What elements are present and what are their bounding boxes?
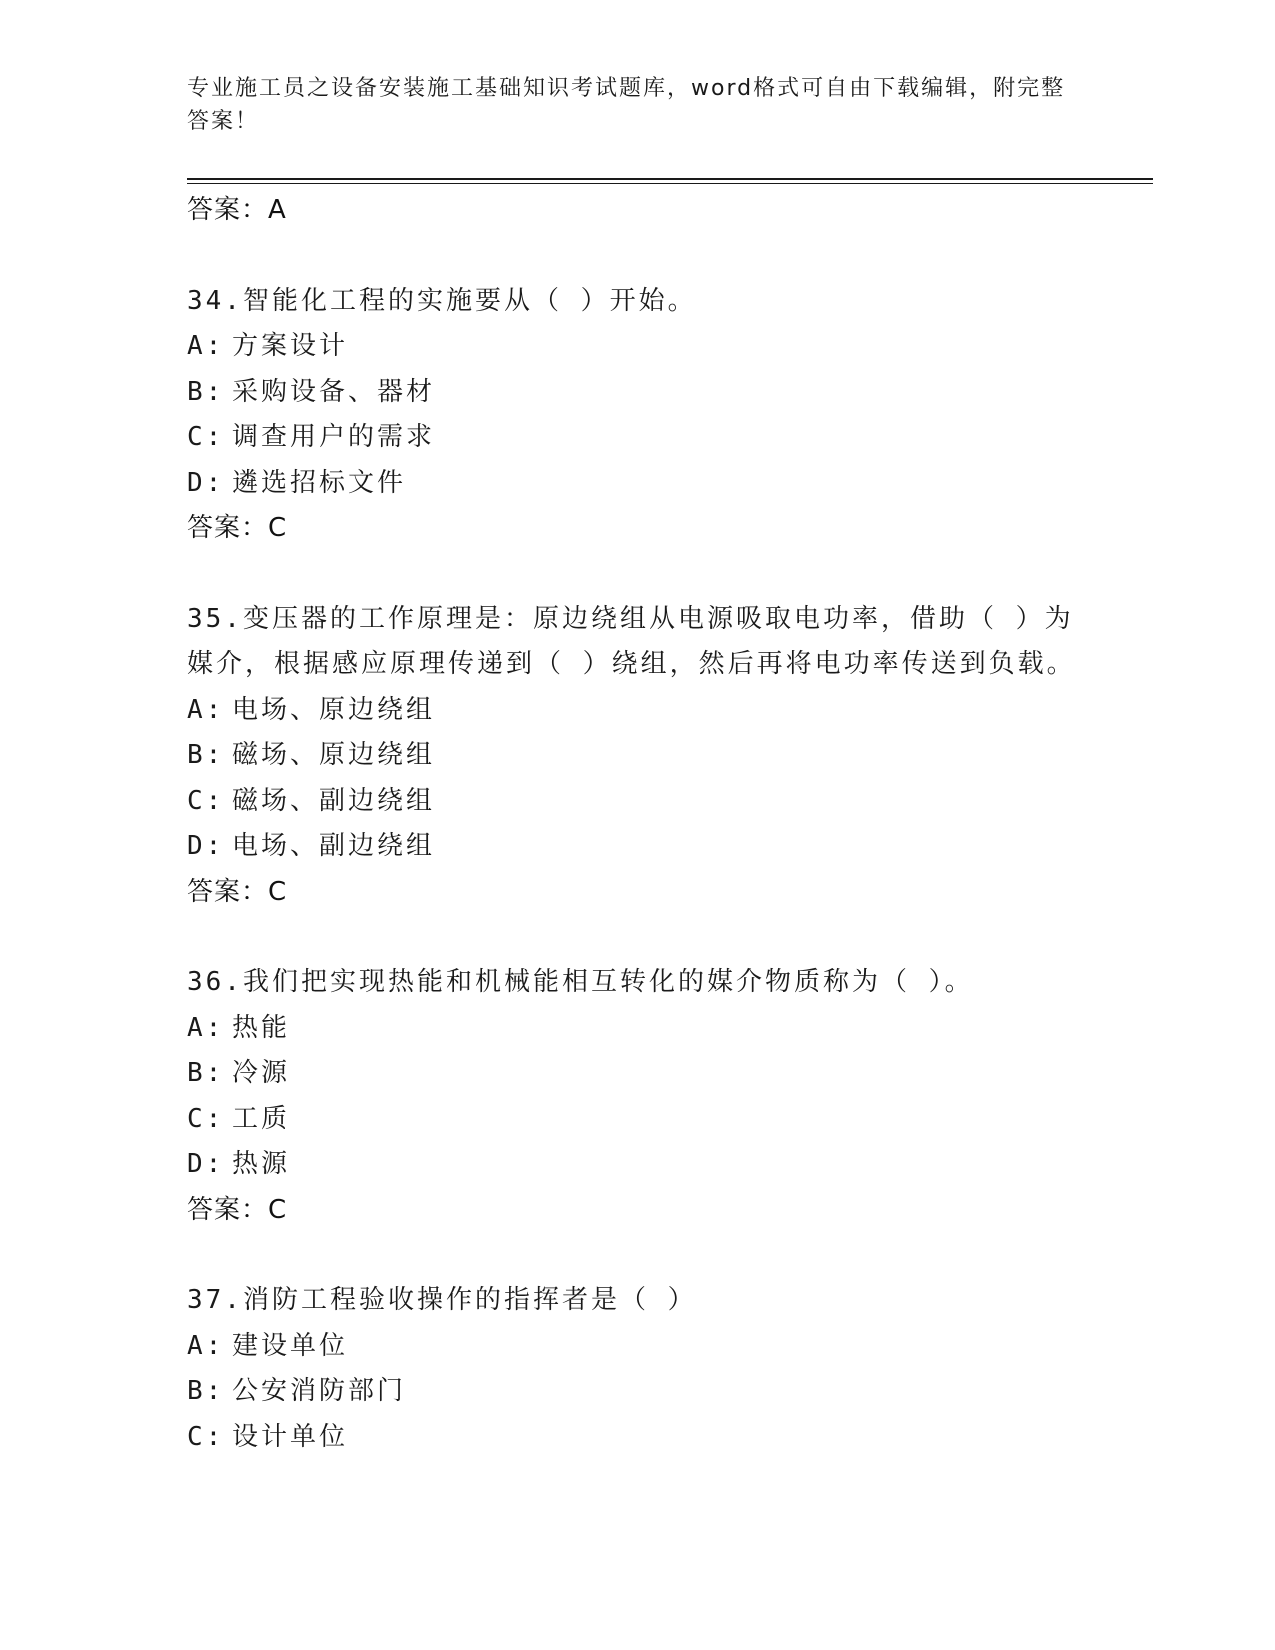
answer-label: 答案：C xyxy=(187,513,288,543)
question-stem: 36.我们把实现热能和机械能相互转化的媒介物质称为（ ）。 xyxy=(187,967,974,997)
option-text: 建设单位 xyxy=(232,1330,349,1361)
option-b xyxy=(187,370,1087,416)
option-letter: A: xyxy=(187,694,225,725)
option-a xyxy=(187,324,1087,370)
option-letter: C: xyxy=(187,1421,225,1452)
option-letter: B: xyxy=(187,376,225,407)
option-text: 采购设备、器材 xyxy=(232,376,436,407)
option-b xyxy=(187,1051,1087,1097)
option-text: 电场、原边绕组 xyxy=(232,694,436,725)
option-text: 冷源 xyxy=(232,1058,291,1088)
option-text: 遴选招标文件 xyxy=(232,467,407,498)
question-stem: 35.变压器的工作原理是：原边绕组从电源吸取电功率，借助（ ）为媒介，根据感应原理传递到（ ）绕组，然后再将电功率传送到负载。 xyxy=(187,603,1076,679)
option-c xyxy=(187,1415,1087,1461)
header-divider-thin xyxy=(187,183,1153,184)
header-divider-thick xyxy=(187,178,1153,180)
option-c xyxy=(187,1097,1087,1143)
option-a xyxy=(187,1324,1087,1370)
option-text: 热能 xyxy=(232,1012,291,1043)
answer-label: 答案：C xyxy=(187,876,288,907)
answer-label: 答案：C xyxy=(187,1194,288,1225)
document-header: 专业施工员之设备安装施工基础知识考试题库，word格式可自由下载编辑，附完整答案！ xyxy=(187,76,1066,134)
option-letter: A: xyxy=(187,1330,225,1361)
option-text: 磁场、副边绕组 xyxy=(232,785,436,816)
option-b xyxy=(187,1369,1087,1415)
option-a xyxy=(187,1006,1087,1052)
option-text: 磁场、原边绕组 xyxy=(232,740,436,770)
option-letter: A: xyxy=(187,1012,225,1043)
option-letter: C: xyxy=(187,1103,225,1134)
option-letter: C: xyxy=(187,422,225,452)
question-stem: 37.消防工程验收操作的指挥者是（ ） xyxy=(187,1285,697,1315)
option-d xyxy=(187,461,1087,507)
question-36 xyxy=(187,960,1087,1233)
option-text: 调查用户的需求 xyxy=(232,422,436,452)
option-letter: B: xyxy=(187,1376,225,1406)
option-letter: D: xyxy=(187,467,225,498)
option-d xyxy=(187,1142,1087,1188)
option-text: 方案设计 xyxy=(232,331,349,361)
option-letter: D: xyxy=(187,831,225,861)
option-a xyxy=(187,688,1087,734)
question-35 xyxy=(187,597,1087,916)
question-34 xyxy=(187,279,1087,552)
question-list xyxy=(187,188,1087,1460)
option-letter: B: xyxy=(187,1058,225,1088)
option-letter: D: xyxy=(187,1149,225,1179)
option-text: 公安消防部门 xyxy=(232,1376,407,1406)
option-c xyxy=(187,779,1087,825)
option-c xyxy=(187,415,1087,461)
option-text: 热源 xyxy=(232,1149,291,1179)
option-d xyxy=(187,824,1087,870)
option-text: 工质 xyxy=(232,1103,291,1134)
option-text: 电场、副边绕组 xyxy=(232,831,436,861)
option-b xyxy=(187,733,1087,779)
question-37 xyxy=(187,1278,1087,1460)
option-letter: B: xyxy=(187,740,225,770)
previous-answer: 答案：A xyxy=(187,195,287,225)
question-stem: 34.智能化工程的实施要从（ ）开始。 xyxy=(187,285,697,316)
option-text: 设计单位 xyxy=(232,1421,349,1452)
option-letter: C: xyxy=(187,785,225,816)
option-letter: A: xyxy=(187,331,225,361)
